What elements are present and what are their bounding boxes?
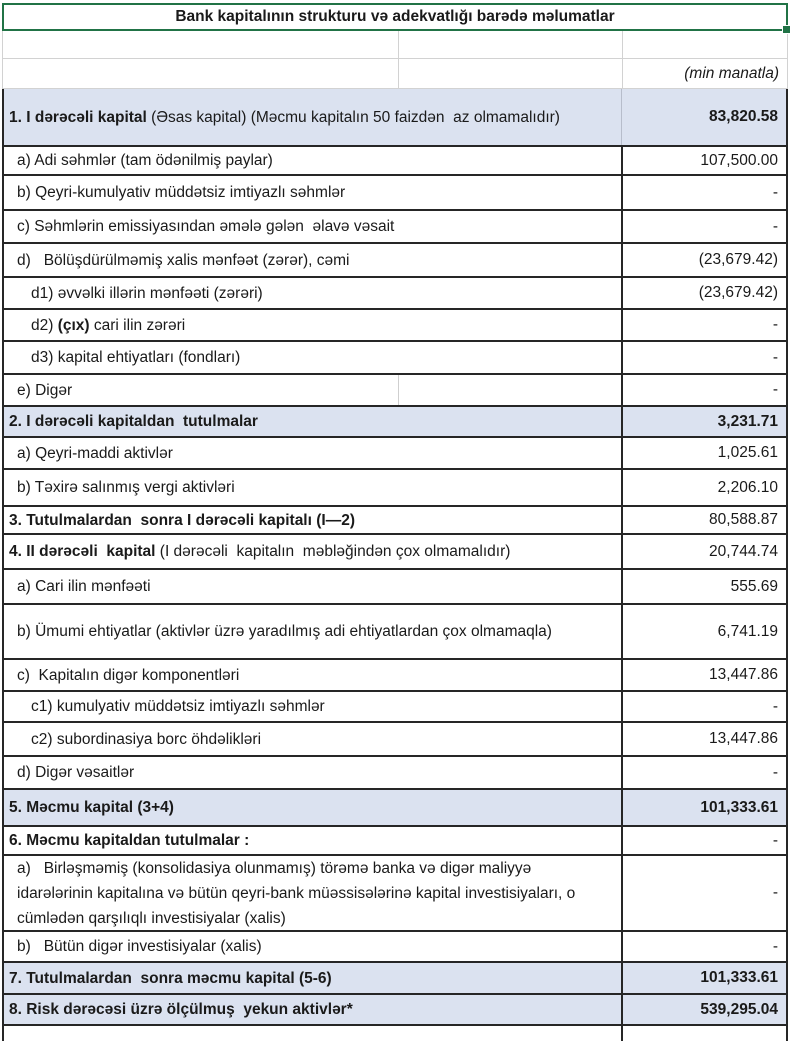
row-unit-cell-a[interactable] (3, 59, 399, 88)
table-row-4d (2, 757, 788, 790)
table-row-7 (2, 963, 788, 995)
unit-note: (min manatla) (684, 64, 779, 82)
row-4b-value-cell[interactable] (621, 605, 786, 658)
row-3-value-cell[interactable] (621, 507, 786, 533)
row-5-label-cell[interactable] (4, 790, 621, 825)
row-1-value: 83,820.58 (709, 108, 778, 125)
row-1e-label-cell[interactable] (4, 375, 398, 405)
row-1d2-label-seg-1: (çıx) (57, 316, 90, 334)
row-5-value: 101,333.61 (700, 798, 778, 816)
row-1a-value: 107,500.00 (700, 151, 778, 169)
row-1-label-seg-0: 1. I dərəcəli kapital (9, 108, 152, 126)
row-4b-label-cell[interactable] (4, 605, 621, 658)
row-7-label-seg-0: 7. Tutulmalardan sonra məcmu kapital (5-6) (9, 969, 332, 987)
row-1a-value-cell[interactable] (621, 147, 786, 174)
row-7-label (9, 966, 332, 991)
row-4c-value: 13,447.86 (709, 666, 778, 683)
row-1d-value: (23,679.42) (698, 251, 778, 268)
table-row-3 (2, 507, 788, 535)
row-1b-value-cell[interactable] (621, 176, 786, 209)
row-1e-value: - (772, 381, 778, 398)
row-1e-cell-b[interactable] (398, 375, 621, 405)
row-8-label-cell[interactable] (4, 995, 621, 1024)
row-4c2-label-cell[interactable] (4, 723, 621, 755)
row-4c2-label (31, 727, 261, 752)
row-4a-label-seg-0: a) Cari ilin mənfəəti (17, 578, 151, 595)
row-6b-label-seg-0: b) Bütün digər investisiyalar (xalis) (17, 938, 262, 955)
row-4c-label-cell[interactable] (4, 660, 621, 690)
table-row-1d3 (2, 342, 788, 375)
row-2b-value: 2,206.10 (717, 478, 778, 496)
row-1d2-value-cell[interactable] (621, 310, 786, 340)
row-1c-label-cell[interactable] (4, 211, 621, 242)
row-6a-label (17, 856, 609, 931)
table-row-6a (2, 856, 788, 932)
row-1e-label (17, 378, 72, 403)
row-1b-label-cell[interactable] (4, 176, 621, 209)
table-row-6 (2, 827, 788, 856)
row-3-label-cell[interactable] (4, 507, 621, 533)
row-4c-label (17, 663, 239, 688)
row-6-label (9, 828, 249, 853)
table-row-1d (2, 244, 788, 278)
row-1c-value-cell[interactable] (621, 211, 786, 242)
table-row-2b (2, 470, 788, 507)
row-1d-label-cell[interactable] (4, 244, 621, 276)
row-1b-label (17, 180, 345, 205)
row-1d2-label-cell[interactable] (4, 310, 621, 340)
row-2b-label-cell[interactable] (4, 470, 621, 505)
row-1d3-value-cell[interactable] (621, 342, 786, 373)
row-8-value: 539,295.04 (700, 1000, 778, 1018)
row-2b-label-seg-0: b) Təxirə salınmış vergi aktivləri (17, 479, 235, 496)
row-7-label-cell[interactable] (4, 963, 621, 993)
row-1-label (9, 105, 560, 130)
row-4-value-cell[interactable] (621, 535, 786, 568)
table-row-1e (2, 375, 788, 407)
row-1d1-value: (23,679.42) (698, 284, 778, 301)
row-8-label (9, 997, 353, 1022)
table-row-empty (2, 31, 788, 59)
row-2-label-seg-0: 2. I dərəcəli kapitaldan tutulmalar (9, 413, 258, 430)
row-4b-label-seg-0: b) Ümumi ehtiyatlar (aktivlər üzrə yaradılmış adi ehtiyatlardan çox olmamaqla) (17, 623, 552, 640)
row-6b-label-cell[interactable] (4, 932, 621, 961)
row-1c-label-seg-0: c) Səhmlərin emissiyasından əmələ gələn əlavə vəsait (17, 218, 395, 235)
row-1d-label-seg-0: d) Bölüşdürülməmiş xalis mənfəət (zərər), cəmi (17, 251, 350, 269)
row-6a-label-cell[interactable] (4, 856, 621, 930)
row-1d2-value: - (772, 316, 778, 333)
page-title: Bank kapitalının strukturu və adekvatlığı barədə məlumatlar (175, 8, 615, 25)
table-body (2, 31, 788, 1041)
spreadsheet (2, 3, 788, 1041)
table-row-4c (2, 660, 788, 692)
row-6a-value-cell[interactable] (621, 856, 786, 930)
row-1-value-cell[interactable] (621, 89, 786, 145)
row-3-label (9, 508, 355, 533)
title-cell[interactable] (2, 3, 788, 31)
row-4a-value-cell[interactable] (621, 570, 786, 603)
row-2a-label-seg-0: a) Qeyri-maddi aktivlər (17, 444, 173, 462)
table-row-1c (2, 211, 788, 244)
row-4d-value: - (772, 763, 778, 781)
table-row-cutoff (2, 1026, 788, 1041)
row-4a-label-cell[interactable] (4, 570, 621, 603)
row-empty-cell-b[interactable] (399, 31, 622, 58)
row-4a-label (17, 574, 151, 599)
row-8-label-seg-0: 8. Risk dərəcəsi üzrə ölçülmuş yekun aktivlər* (9, 1001, 353, 1018)
row-empty-cell-a[interactable] (3, 31, 399, 58)
table-row-5 (2, 790, 788, 827)
row-1a-label-cell[interactable] (4, 147, 621, 174)
row-2b-value-cell[interactable] (621, 470, 786, 505)
row-1-label-cell[interactable] (4, 89, 621, 145)
row-4d-label-seg-0: d) Digər vəsaitlər (17, 764, 135, 781)
row-6b-value: - (772, 937, 778, 955)
row-1c-label (17, 214, 394, 239)
row-3-value: 80,588.87 (709, 511, 778, 528)
row-2-value: 3,231.71 (717, 412, 778, 430)
row-3-label-seg-0: 3. Tutulmalardan sonra I dərəcəli kapitalı (I—2) (9, 511, 355, 529)
table-row-2 (2, 407, 788, 438)
row-1d-label (17, 248, 350, 273)
row-2a-label-cell[interactable] (4, 438, 621, 468)
row-4-label (9, 539, 510, 564)
row-6-value-cell[interactable] (621, 827, 786, 854)
row-5-label (9, 795, 174, 820)
row-4c-label-seg-0: c) Kapitalın digər komponentləri (17, 666, 240, 684)
row-6-label-seg-0: 6. Məcmu kapitaldan tutulmalar : (9, 832, 250, 849)
row-6-value: - (772, 831, 778, 849)
row-1d1-label (31, 281, 263, 306)
row-1d2-label-seg-2: cari ilin zərəri (89, 316, 186, 334)
row-4d-label-cell[interactable] (4, 757, 621, 788)
row-5-value-cell[interactable] (621, 790, 786, 825)
row-1d2-label (31, 313, 185, 338)
row-4-label-seg-0: 4. II dərəcəli kapital (9, 543, 160, 560)
row-4-value: 20,744.74 (709, 542, 778, 560)
table-row-4b (2, 605, 788, 660)
row-4b-label (17, 619, 552, 644)
row-1b-label-seg-0: b) Qeyri-kumulyativ müddətsiz imtiyazlı səhmlər (17, 184, 346, 201)
row-1e-value-cell[interactable] (621, 375, 786, 405)
row-6b-value-cell[interactable] (621, 932, 786, 961)
row-1d-value-cell[interactable] (621, 244, 786, 276)
table-row-4 (2, 535, 788, 570)
row-5-label-seg-0: 5. Məcmu kapital (3+4) (9, 799, 174, 816)
table-row-1b (2, 176, 788, 211)
row-6-label-cell[interactable] (4, 827, 621, 854)
row-1-label-seg-1: (Əsas kapital) (Məcmu kapitalın 50 faizdən az olmamalıdır) (151, 108, 560, 126)
row-4c1-value: - (772, 697, 778, 715)
row-4c1-label-seg-0: c1) kumulyativ müddətsiz imtiyazlı səhmlər (31, 698, 325, 715)
row-1d3-label-seg-0: d3) kapital ehtiyatları (fondları) (31, 349, 241, 366)
row-1d1-label-seg-0: d1) əvvəlki illərin mənfəəti (zərəri) (31, 284, 263, 302)
row-1d1-label-cell[interactable] (4, 278, 621, 308)
row-2-label-cell[interactable] (4, 407, 621, 436)
table-row-8 (2, 995, 788, 1026)
row-6a-label-seg-0: a) Birləşməmiş (konsolidasiya olunmamış) törəmə banka və digər maliyyə idarələrinin kapitalına və bütün qeyri-bank müəssisələrinə kapital investisiyaları, o cümlədən qarşılıqlı investisiyalar (xalis) (17, 859, 580, 927)
table-row-1d2 (2, 310, 788, 342)
row-unit-cell-b[interactable] (399, 59, 622, 88)
row-4b-value: 6,741.19 (717, 622, 778, 640)
row-1e-label-seg-0: e) Digər (17, 381, 73, 399)
row-7-value-cell[interactable] (621, 963, 786, 993)
row-1d1-value-cell[interactable] (621, 278, 786, 308)
row-1c-value: - (772, 217, 778, 235)
row-1d3-label-cell[interactable] (4, 342, 621, 373)
table-row-4c1 (2, 692, 788, 723)
row-cutoff-value-cell[interactable] (621, 1026, 786, 1041)
table-row-unit (2, 59, 788, 89)
row-7-value: 101,333.61 (700, 969, 778, 986)
row-2a-value-cell[interactable] (621, 438, 786, 468)
table-row-1 (2, 89, 788, 147)
selection-fill-handle[interactable] (782, 25, 791, 34)
table-row-6b (2, 932, 788, 963)
row-2a-value: 1,025.61 (717, 444, 778, 461)
row-2a-label (17, 441, 173, 466)
row-4d-value-cell[interactable] (621, 757, 786, 788)
row-1a-label (17, 148, 273, 173)
row-6b-label (17, 934, 262, 959)
row-8-value-cell[interactable] (621, 995, 786, 1024)
table-row-4a (2, 570, 788, 605)
row-4d-label (17, 760, 134, 785)
table-row-4c2 (2, 723, 788, 757)
row-4a-value: 555.69 (730, 577, 778, 595)
row-unit-value-cell[interactable] (622, 59, 787, 88)
table-row-1d1 (2, 278, 788, 310)
row-4-label-seg-1: (I dərəcəli kapitalın məbləğindən çox olmamalıdır) (159, 543, 511, 560)
row-1b-value: - (772, 183, 778, 201)
row-2-label (9, 409, 258, 434)
row-4c2-value: 13,447.86 (709, 730, 778, 747)
row-2b-label (17, 475, 235, 500)
row-4c1-label-cell[interactable] (4, 692, 621, 721)
table-row-1a (2, 147, 788, 176)
row-cutoff-label-cell[interactable] (4, 1026, 621, 1041)
row-4c-value-cell[interactable] (621, 660, 786, 690)
row-1d3-value: - (772, 348, 778, 366)
row-6a-value: - (772, 884, 778, 901)
row-4c2-label-seg-0: c2) subordinasiya borc öhdəlikləri (31, 730, 262, 748)
row-4-label-cell[interactable] (4, 535, 621, 568)
table-row-2a (2, 438, 788, 470)
row-1d3-label (31, 345, 240, 370)
row-empty-value-cell[interactable] (622, 31, 787, 58)
row-1a-label-seg-0: a) Adi səhmlər (tam ödənilmiş paylar) (17, 152, 273, 169)
row-4c2-value-cell[interactable] (621, 723, 786, 755)
row-4c1-label (31, 694, 325, 719)
row-4c1-value-cell[interactable] (621, 692, 786, 721)
row-2-value-cell[interactable] (621, 407, 786, 436)
row-1d2-label-seg-0: d2) (31, 316, 58, 334)
